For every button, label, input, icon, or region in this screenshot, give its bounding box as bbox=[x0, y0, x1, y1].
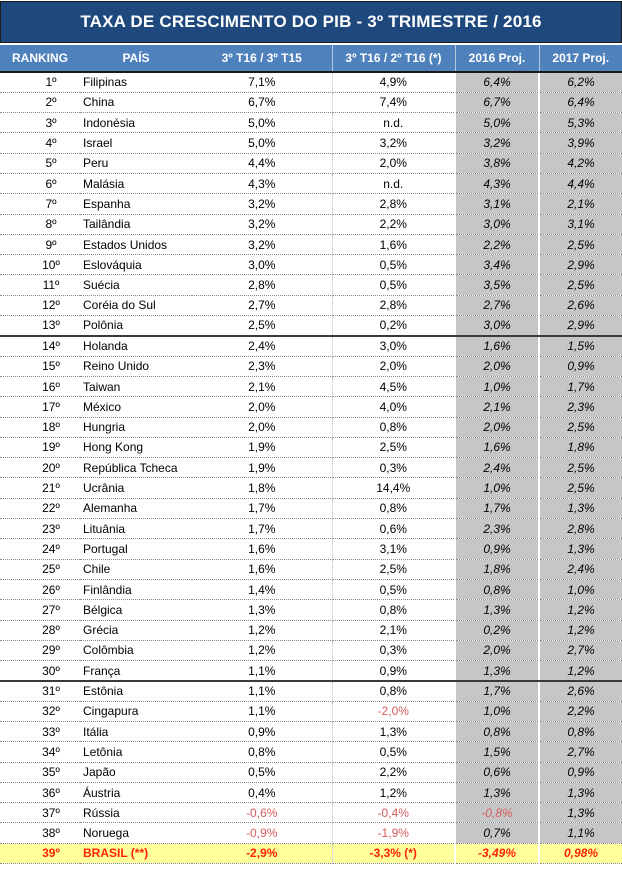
proj2016-cell: 3,2% bbox=[455, 133, 539, 153]
table-row bbox=[0, 498, 622, 518]
rank-cell: 8º bbox=[0, 214, 80, 234]
rank-cell: 22º bbox=[0, 498, 80, 518]
proj2016-cell: 1,3% bbox=[455, 782, 539, 802]
country-cell: Noruega bbox=[80, 823, 192, 843]
column-header-qoq: 3º T16 / 2º T16 (*) bbox=[332, 45, 455, 72]
table-row bbox=[0, 173, 622, 193]
rank-cell: 18º bbox=[0, 417, 80, 437]
proj2016-cell: 6,4% bbox=[455, 72, 539, 92]
proj2017-cell: 2,5% bbox=[539, 458, 622, 478]
country-cell: Japão bbox=[80, 762, 192, 782]
qoq-cell: 0,2% bbox=[332, 316, 455, 336]
yoy-cell: 0,5% bbox=[192, 762, 332, 782]
qoq-cell: 7,4% bbox=[332, 92, 455, 112]
table-row bbox=[0, 336, 622, 356]
yoy-cell: 1,1% bbox=[192, 681, 332, 701]
rank-cell: 33º bbox=[0, 722, 80, 742]
qoq-cell: n.d. bbox=[332, 113, 455, 133]
column-header-yoy: 3º T16 / 3º T15 bbox=[192, 45, 332, 72]
table-row bbox=[0, 316, 622, 336]
yoy-cell: 2,3% bbox=[192, 356, 332, 376]
qoq-cell: 2,5% bbox=[332, 559, 455, 579]
proj2016-cell: -3,49% bbox=[455, 843, 539, 863]
qoq-cell: 4,5% bbox=[332, 376, 455, 396]
proj2016-cell: 1,0% bbox=[455, 478, 539, 498]
proj2016-cell: 3,1% bbox=[455, 194, 539, 214]
qoq-cell: 0,5% bbox=[332, 742, 455, 762]
proj2017-cell: 6,4% bbox=[539, 92, 622, 112]
rank-cell: 36º bbox=[0, 782, 80, 802]
proj2016-cell: 4,3% bbox=[455, 173, 539, 193]
gdp-table-body bbox=[0, 72, 622, 864]
table-row bbox=[0, 417, 622, 437]
proj2017-cell: 0,9% bbox=[539, 762, 622, 782]
rank-cell: 34º bbox=[0, 742, 80, 762]
proj2016-cell: 5,0% bbox=[455, 113, 539, 133]
proj2016-cell: 3,0% bbox=[455, 214, 539, 234]
qoq-cell: 3,1% bbox=[332, 539, 455, 559]
qoq-cell: 2,5% bbox=[332, 437, 455, 457]
proj2016-cell: 0,8% bbox=[455, 722, 539, 742]
table-row bbox=[0, 194, 622, 214]
proj2017-cell: 1,1% bbox=[539, 823, 622, 843]
proj2016-cell: 2,0% bbox=[455, 640, 539, 660]
country-cell: BRASIL (**) bbox=[80, 843, 192, 863]
rank-cell: 37º bbox=[0, 803, 80, 823]
rank-cell: 39º bbox=[0, 843, 80, 863]
proj2016-cell: 1,7% bbox=[455, 681, 539, 701]
country-cell: Colômbia bbox=[80, 640, 192, 660]
yoy-cell: 1,7% bbox=[192, 519, 332, 539]
qoq-cell: -0,4% bbox=[332, 803, 455, 823]
rank-cell: 5º bbox=[0, 153, 80, 173]
proj2017-cell: 1,3% bbox=[539, 803, 622, 823]
yoy-cell: 4,4% bbox=[192, 153, 332, 173]
qoq-cell: 0,5% bbox=[332, 255, 455, 275]
yoy-cell: 1,9% bbox=[192, 458, 332, 478]
qoq-cell: 0,8% bbox=[332, 681, 455, 701]
table-row bbox=[0, 234, 622, 254]
proj2016-cell: -0,8% bbox=[455, 803, 539, 823]
page-title: TAXA DE CRESCIMENTO DO PIB - 3º TRIMESTRE / 2016 bbox=[0, 1, 622, 43]
table-row bbox=[0, 397, 622, 417]
proj2016-cell: 1,6% bbox=[455, 437, 539, 457]
rank-cell: 1º bbox=[0, 72, 80, 92]
country-cell: Letônia bbox=[80, 742, 192, 762]
yoy-cell: -0,6% bbox=[192, 803, 332, 823]
qoq-cell: 0,3% bbox=[332, 640, 455, 660]
country-cell: Estados Unidos bbox=[80, 234, 192, 254]
proj2017-cell: 3,1% bbox=[539, 214, 622, 234]
proj2016-cell: 2,4% bbox=[455, 458, 539, 478]
proj2017-cell: 3,9% bbox=[539, 133, 622, 153]
table-row bbox=[0, 579, 622, 599]
qoq-cell: 0,3% bbox=[332, 458, 455, 478]
yoy-cell: 1,6% bbox=[192, 559, 332, 579]
proj2016-cell: 1,5% bbox=[455, 742, 539, 762]
rank-cell: 30º bbox=[0, 661, 80, 681]
rank-cell: 6º bbox=[0, 173, 80, 193]
rank-cell: 11º bbox=[0, 275, 80, 295]
proj2016-cell: 1,0% bbox=[455, 701, 539, 721]
table-row bbox=[0, 742, 622, 762]
rank-cell: 3º bbox=[0, 113, 80, 133]
proj2016-cell: 1,7% bbox=[455, 498, 539, 518]
proj2017-cell: 2,5% bbox=[539, 275, 622, 295]
table-row bbox=[0, 72, 622, 92]
proj2017-cell: 1,3% bbox=[539, 498, 622, 518]
qoq-cell: 4,0% bbox=[332, 397, 455, 417]
proj2017-cell: 2,9% bbox=[539, 316, 622, 336]
proj2017-cell: 2,6% bbox=[539, 295, 622, 315]
yoy-cell: 3,0% bbox=[192, 255, 332, 275]
country-cell: Estônia bbox=[80, 681, 192, 701]
table-row bbox=[0, 437, 622, 457]
proj2017-cell: 0,98% bbox=[539, 843, 622, 863]
rank-cell: 2º bbox=[0, 92, 80, 112]
proj2017-cell: 1,8% bbox=[539, 437, 622, 457]
yoy-cell: 6,7% bbox=[192, 92, 332, 112]
yoy-cell: 0,4% bbox=[192, 782, 332, 802]
rank-cell: 31º bbox=[0, 681, 80, 701]
proj2016-cell: 1,3% bbox=[455, 661, 539, 681]
qoq-cell: 0,8% bbox=[332, 417, 455, 437]
proj2017-cell: 1,3% bbox=[539, 782, 622, 802]
yoy-cell: 1,1% bbox=[192, 701, 332, 721]
country-cell: Holanda bbox=[80, 336, 192, 356]
proj2017-cell: 2,6% bbox=[539, 681, 622, 701]
country-cell: Espanha bbox=[80, 194, 192, 214]
table-row bbox=[0, 92, 622, 112]
qoq-cell: 0,5% bbox=[332, 579, 455, 599]
rank-cell: 26º bbox=[0, 579, 80, 599]
proj2017-cell: 2,3% bbox=[539, 397, 622, 417]
proj2016-cell: 3,8% bbox=[455, 153, 539, 173]
qoq-cell: 2,0% bbox=[332, 153, 455, 173]
proj2016-cell: 1,8% bbox=[455, 559, 539, 579]
qoq-cell: 0,8% bbox=[332, 600, 455, 620]
table-row bbox=[0, 701, 622, 721]
table-row bbox=[0, 356, 622, 376]
table-row bbox=[0, 255, 622, 275]
rank-cell: 25º bbox=[0, 559, 80, 579]
table-row bbox=[0, 214, 622, 234]
rank-cell: 21º bbox=[0, 478, 80, 498]
country-cell: Indonésia bbox=[80, 113, 192, 133]
yoy-cell: 4,3% bbox=[192, 173, 332, 193]
proj2017-cell: 2,5% bbox=[539, 478, 622, 498]
rank-cell: 4º bbox=[0, 133, 80, 153]
yoy-cell: 2,4% bbox=[192, 336, 332, 356]
column-header-country: PAÍS bbox=[80, 45, 192, 72]
table-row bbox=[0, 722, 622, 742]
country-cell: Grécia bbox=[80, 620, 192, 640]
yoy-cell: 1,2% bbox=[192, 620, 332, 640]
qoq-cell: 1,3% bbox=[332, 722, 455, 742]
proj2016-cell: 1,0% bbox=[455, 376, 539, 396]
proj2017-cell: 1,2% bbox=[539, 620, 622, 640]
qoq-cell: 2,0% bbox=[332, 356, 455, 376]
qoq-cell: 2,1% bbox=[332, 620, 455, 640]
proj2017-cell: 2,9% bbox=[539, 255, 622, 275]
proj2017-cell: 2,5% bbox=[539, 234, 622, 254]
proj2017-cell: 1,2% bbox=[539, 661, 622, 681]
table-row bbox=[0, 661, 622, 681]
proj2017-cell: 2,4% bbox=[539, 559, 622, 579]
yoy-cell: 5,0% bbox=[192, 113, 332, 133]
country-cell: Malásia bbox=[80, 173, 192, 193]
qoq-cell: 4,9% bbox=[332, 72, 455, 92]
table-row bbox=[0, 519, 622, 539]
yoy-cell: 1,4% bbox=[192, 579, 332, 599]
table-row bbox=[0, 600, 622, 620]
qoq-cell: 1,6% bbox=[332, 234, 455, 254]
country-cell: Tailândia bbox=[80, 214, 192, 234]
table-row bbox=[0, 539, 622, 559]
yoy-cell: 3,2% bbox=[192, 214, 332, 234]
proj2016-cell: 0,8% bbox=[455, 579, 539, 599]
yoy-cell: 1,1% bbox=[192, 661, 332, 681]
table-row bbox=[0, 295, 622, 315]
proj2016-cell: 2,0% bbox=[455, 417, 539, 437]
country-cell: Ucrânia bbox=[80, 478, 192, 498]
country-cell: Filipinas bbox=[80, 72, 192, 92]
rank-cell: 27º bbox=[0, 600, 80, 620]
yoy-cell: 3,2% bbox=[192, 234, 332, 254]
proj2017-cell: 1,0% bbox=[539, 579, 622, 599]
country-cell: Itália bbox=[80, 722, 192, 742]
qoq-cell: 2,2% bbox=[332, 762, 455, 782]
rank-cell: 15º bbox=[0, 356, 80, 376]
table-row bbox=[0, 782, 622, 802]
proj2016-cell: 2,2% bbox=[455, 234, 539, 254]
table-row bbox=[0, 376, 622, 396]
country-cell: Áustria bbox=[80, 782, 192, 802]
country-cell: Chile bbox=[80, 559, 192, 579]
proj2017-cell: 1,2% bbox=[539, 600, 622, 620]
rank-cell: 9º bbox=[0, 234, 80, 254]
yoy-cell: 1,8% bbox=[192, 478, 332, 498]
proj2016-cell: 2,0% bbox=[455, 356, 539, 376]
yoy-cell: 2,0% bbox=[192, 417, 332, 437]
proj2017-cell: 1,5% bbox=[539, 336, 622, 356]
country-cell: Coréia do Sul bbox=[80, 295, 192, 315]
rank-cell: 32º bbox=[0, 701, 80, 721]
proj2016-cell: 3,0% bbox=[455, 316, 539, 336]
rank-cell: 20º bbox=[0, 458, 80, 478]
table-row bbox=[0, 275, 622, 295]
rank-cell: 13º bbox=[0, 316, 80, 336]
yoy-cell: 1,6% bbox=[192, 539, 332, 559]
yoy-cell: 2,5% bbox=[192, 316, 332, 336]
proj2016-cell: 3,5% bbox=[455, 275, 539, 295]
qoq-cell: 0,9% bbox=[332, 661, 455, 681]
qoq-cell: 3,2% bbox=[332, 133, 455, 153]
qoq-cell: 2,8% bbox=[332, 295, 455, 315]
country-cell: Hungria bbox=[80, 417, 192, 437]
proj2017-cell: 2,2% bbox=[539, 701, 622, 721]
proj2017-cell: 4,4% bbox=[539, 173, 622, 193]
proj2017-cell: 1,3% bbox=[539, 539, 622, 559]
country-cell: Polônia bbox=[80, 316, 192, 336]
country-cell: Reino Unido bbox=[80, 356, 192, 376]
qoq-cell: 0,5% bbox=[332, 275, 455, 295]
yoy-cell: 2,1% bbox=[192, 376, 332, 396]
gdp-table bbox=[0, 45, 622, 864]
yoy-cell: 1,9% bbox=[192, 437, 332, 457]
proj2016-cell: 2,3% bbox=[455, 519, 539, 539]
table-row bbox=[0, 640, 622, 660]
proj2017-cell: 0,8% bbox=[539, 722, 622, 742]
column-header-proj-2016: 2016 Proj. bbox=[455, 45, 539, 72]
table-row bbox=[0, 153, 622, 173]
table-row bbox=[0, 559, 622, 579]
country-cell: México bbox=[80, 397, 192, 417]
proj2017-cell: 4,2% bbox=[539, 153, 622, 173]
qoq-cell: 1,2% bbox=[332, 782, 455, 802]
yoy-cell: 3,2% bbox=[192, 194, 332, 214]
proj2016-cell: 0,7% bbox=[455, 823, 539, 843]
rank-cell: 17º bbox=[0, 397, 80, 417]
qoq-cell: 2,2% bbox=[332, 214, 455, 234]
proj2016-cell: 3,4% bbox=[455, 255, 539, 275]
proj2016-cell: 0,9% bbox=[455, 539, 539, 559]
qoq-cell: -1,9% bbox=[332, 823, 455, 843]
table-row bbox=[0, 803, 622, 823]
yoy-cell: 1,7% bbox=[192, 498, 332, 518]
proj2017-cell: 1,7% bbox=[539, 376, 622, 396]
table-row bbox=[0, 823, 622, 843]
country-cell: Eslováquia bbox=[80, 255, 192, 275]
table-row bbox=[0, 478, 622, 498]
country-cell: Israel bbox=[80, 133, 192, 153]
yoy-cell: -2,9% bbox=[192, 843, 332, 863]
table-row bbox=[0, 620, 622, 640]
rank-cell: 35º bbox=[0, 762, 80, 782]
proj2017-cell: 2,7% bbox=[539, 742, 622, 762]
country-cell: Hong Kong bbox=[80, 437, 192, 457]
country-cell: Rússia bbox=[80, 803, 192, 823]
proj2016-cell: 0,6% bbox=[455, 762, 539, 782]
rank-cell: 38º bbox=[0, 823, 80, 843]
table-row bbox=[0, 843, 622, 863]
proj2017-cell: 0,9% bbox=[539, 356, 622, 376]
country-cell: França bbox=[80, 661, 192, 681]
country-cell: Lituânia bbox=[80, 519, 192, 539]
yoy-cell: 7,1% bbox=[192, 72, 332, 92]
country-cell: Portugal bbox=[80, 539, 192, 559]
rank-cell: 7º bbox=[0, 194, 80, 214]
country-cell: China bbox=[80, 92, 192, 112]
rank-cell: 12º bbox=[0, 295, 80, 315]
rank-cell: 14º bbox=[0, 336, 80, 356]
rank-cell: 24º bbox=[0, 539, 80, 559]
qoq-cell: 3,0% bbox=[332, 336, 455, 356]
qoq-cell: -2,0% bbox=[332, 701, 455, 721]
proj2017-cell: 5,3% bbox=[539, 113, 622, 133]
qoq-cell: n.d. bbox=[332, 173, 455, 193]
rank-cell: 29º bbox=[0, 640, 80, 660]
country-cell: Alemanha bbox=[80, 498, 192, 518]
yoy-cell: 2,7% bbox=[192, 295, 332, 315]
yoy-cell: 0,8% bbox=[192, 742, 332, 762]
proj2017-cell: 2,5% bbox=[539, 417, 622, 437]
country-cell: Cingapura bbox=[80, 701, 192, 721]
rank-cell: 16º bbox=[0, 376, 80, 396]
yoy-cell: 2,8% bbox=[192, 275, 332, 295]
rank-cell: 23º bbox=[0, 519, 80, 539]
table-row bbox=[0, 762, 622, 782]
proj2016-cell: 1,6% bbox=[455, 336, 539, 356]
qoq-cell: 14,4% bbox=[332, 478, 455, 498]
yoy-cell: 2,0% bbox=[192, 397, 332, 417]
proj2016-cell: 1,3% bbox=[455, 600, 539, 620]
proj2017-cell: 6,2% bbox=[539, 72, 622, 92]
qoq-cell: -3,3% (*) bbox=[332, 843, 455, 863]
gdp-table-header bbox=[0, 45, 622, 72]
country-cell: Bélgica bbox=[80, 600, 192, 620]
country-cell: República Tcheca bbox=[80, 458, 192, 478]
column-header-ranking: RANKING bbox=[0, 45, 80, 72]
table-row bbox=[0, 681, 622, 701]
rank-cell: 10º bbox=[0, 255, 80, 275]
country-cell: Taiwan bbox=[80, 376, 192, 396]
yoy-cell: 1,2% bbox=[192, 640, 332, 660]
qoq-cell: 2,8% bbox=[332, 194, 455, 214]
header-row bbox=[0, 45, 622, 72]
proj2016-cell: 0,2% bbox=[455, 620, 539, 640]
qoq-cell: 0,6% bbox=[332, 519, 455, 539]
qoq-cell: 0,8% bbox=[332, 498, 455, 518]
table-row bbox=[0, 133, 622, 153]
yoy-cell: 1,3% bbox=[192, 600, 332, 620]
column-header-proj-2017: 2017 Proj. bbox=[539, 45, 622, 72]
country-cell: Finlândia bbox=[80, 579, 192, 599]
yoy-cell: -0,9% bbox=[192, 823, 332, 843]
yoy-cell: 0,9% bbox=[192, 722, 332, 742]
proj2017-cell: 2,8% bbox=[539, 519, 622, 539]
table-row bbox=[0, 113, 622, 133]
country-cell: Peru bbox=[80, 153, 192, 173]
table-row bbox=[0, 458, 622, 478]
rank-cell: 28º bbox=[0, 620, 80, 640]
proj2016-cell: 6,7% bbox=[455, 92, 539, 112]
proj2017-cell: 2,1% bbox=[539, 194, 622, 214]
proj2016-cell: 2,1% bbox=[455, 397, 539, 417]
proj2017-cell: 2,7% bbox=[539, 640, 622, 660]
yoy-cell: 5,0% bbox=[192, 133, 332, 153]
rank-cell: 19º bbox=[0, 437, 80, 457]
proj2016-cell: 2,7% bbox=[455, 295, 539, 315]
country-cell: Suécia bbox=[80, 275, 192, 295]
